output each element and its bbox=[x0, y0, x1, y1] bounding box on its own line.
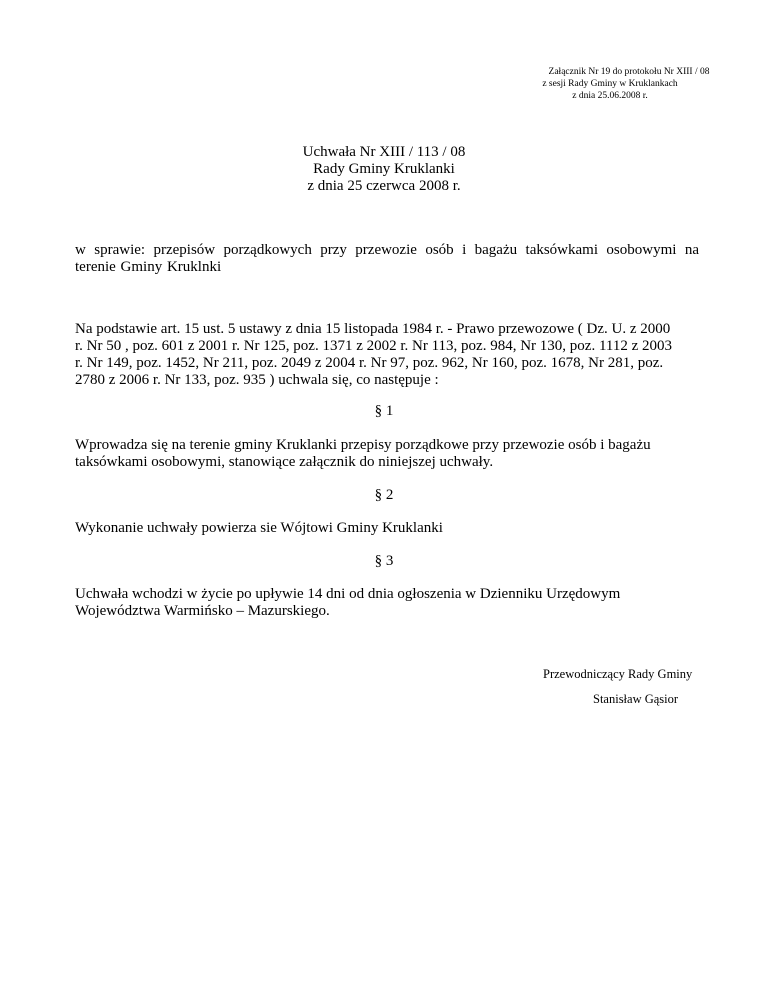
legal-basis bbox=[75, 321, 701, 389]
title-line-2: Rady Gminy Kruklanki bbox=[313, 161, 455, 177]
basis-line-1: Na podstawie art. 15 ust. 5 ustawy z dnia 15 listopada 1984 r. - Prawo przewozowe ( Dz. U. z 2000 bbox=[75, 321, 671, 337]
section-1-line-1: Wprowadza się na terenie gminy Kruklanki przepisy porządkowe przy przewozie osób i bagażu bbox=[75, 437, 651, 453]
annex-line-3: z dnia 25.06.2008 r. bbox=[572, 91, 648, 101]
basis-line-4: 2780 z 2006 r. Nr 133, poz. 935 ) uchwala się, co następuje : bbox=[75, 372, 439, 388]
section-3-text bbox=[75, 586, 705, 620]
section-1-text bbox=[75, 437, 705, 471]
section-3-line-2: Województwa Warmińsko – Mazurskiego. bbox=[75, 603, 330, 619]
section-2-line-1: Wykonanie uchwały powierza sie Wójtowi Gminy Kruklanki bbox=[75, 520, 443, 536]
annex-line-2: z sesji Rady Gminy w Kruklankach bbox=[542, 79, 678, 89]
section-3-line-1: Uchwała wchodzi w życie po upływie 14 dni od dnia ogłoszenia w Dzienniku Urzędowym bbox=[75, 586, 621, 602]
section-2-heading: § 2 bbox=[374, 487, 394, 503]
title-line-1: Uchwała Nr XIII / 113 / 08 bbox=[302, 144, 466, 160]
annex-header bbox=[490, 66, 730, 102]
basis-line-2: r. Nr 50 , poz. 601 z 2001 r. Nr 125, poz. 1371 z 2002 r. Nr 113, poz. 984, Nr 130, poz. 1112 z 2003 bbox=[75, 338, 672, 354]
section-2-text bbox=[75, 520, 705, 537]
signature-name: Stanisław Gąsior bbox=[593, 692, 679, 706]
annex-line-1: Załącznik Nr 19 do protokołu Nr XIII / 08 bbox=[548, 67, 710, 77]
section-1-heading: § 1 bbox=[374, 403, 394, 419]
basis-line-3: r. Nr 149, poz. 1452, Nr 211, poz. 2049 z 2004 r. Nr 97, poz. 962, Nr 160, poz. 1678, Nr 281, poz. bbox=[75, 355, 664, 371]
title-line-3: z dnia 25 czerwca 2008 r. bbox=[307, 178, 461, 194]
signature-role: Przewodniczący Rady Gminy bbox=[543, 667, 693, 681]
resolution-title bbox=[234, 144, 534, 195]
section-3-heading: § 3 bbox=[374, 553, 394, 569]
section-1-line-2: taksówkami osobowymi, stanowiące załącznik do niniejszej uchwały. bbox=[75, 454, 494, 470]
resolution-subject: w sprawie: przepisów porządkowych przy przewozie osób i bagażu taksówkami osobowymi na terenie Gminy Kruklnki bbox=[75, 242, 699, 275]
